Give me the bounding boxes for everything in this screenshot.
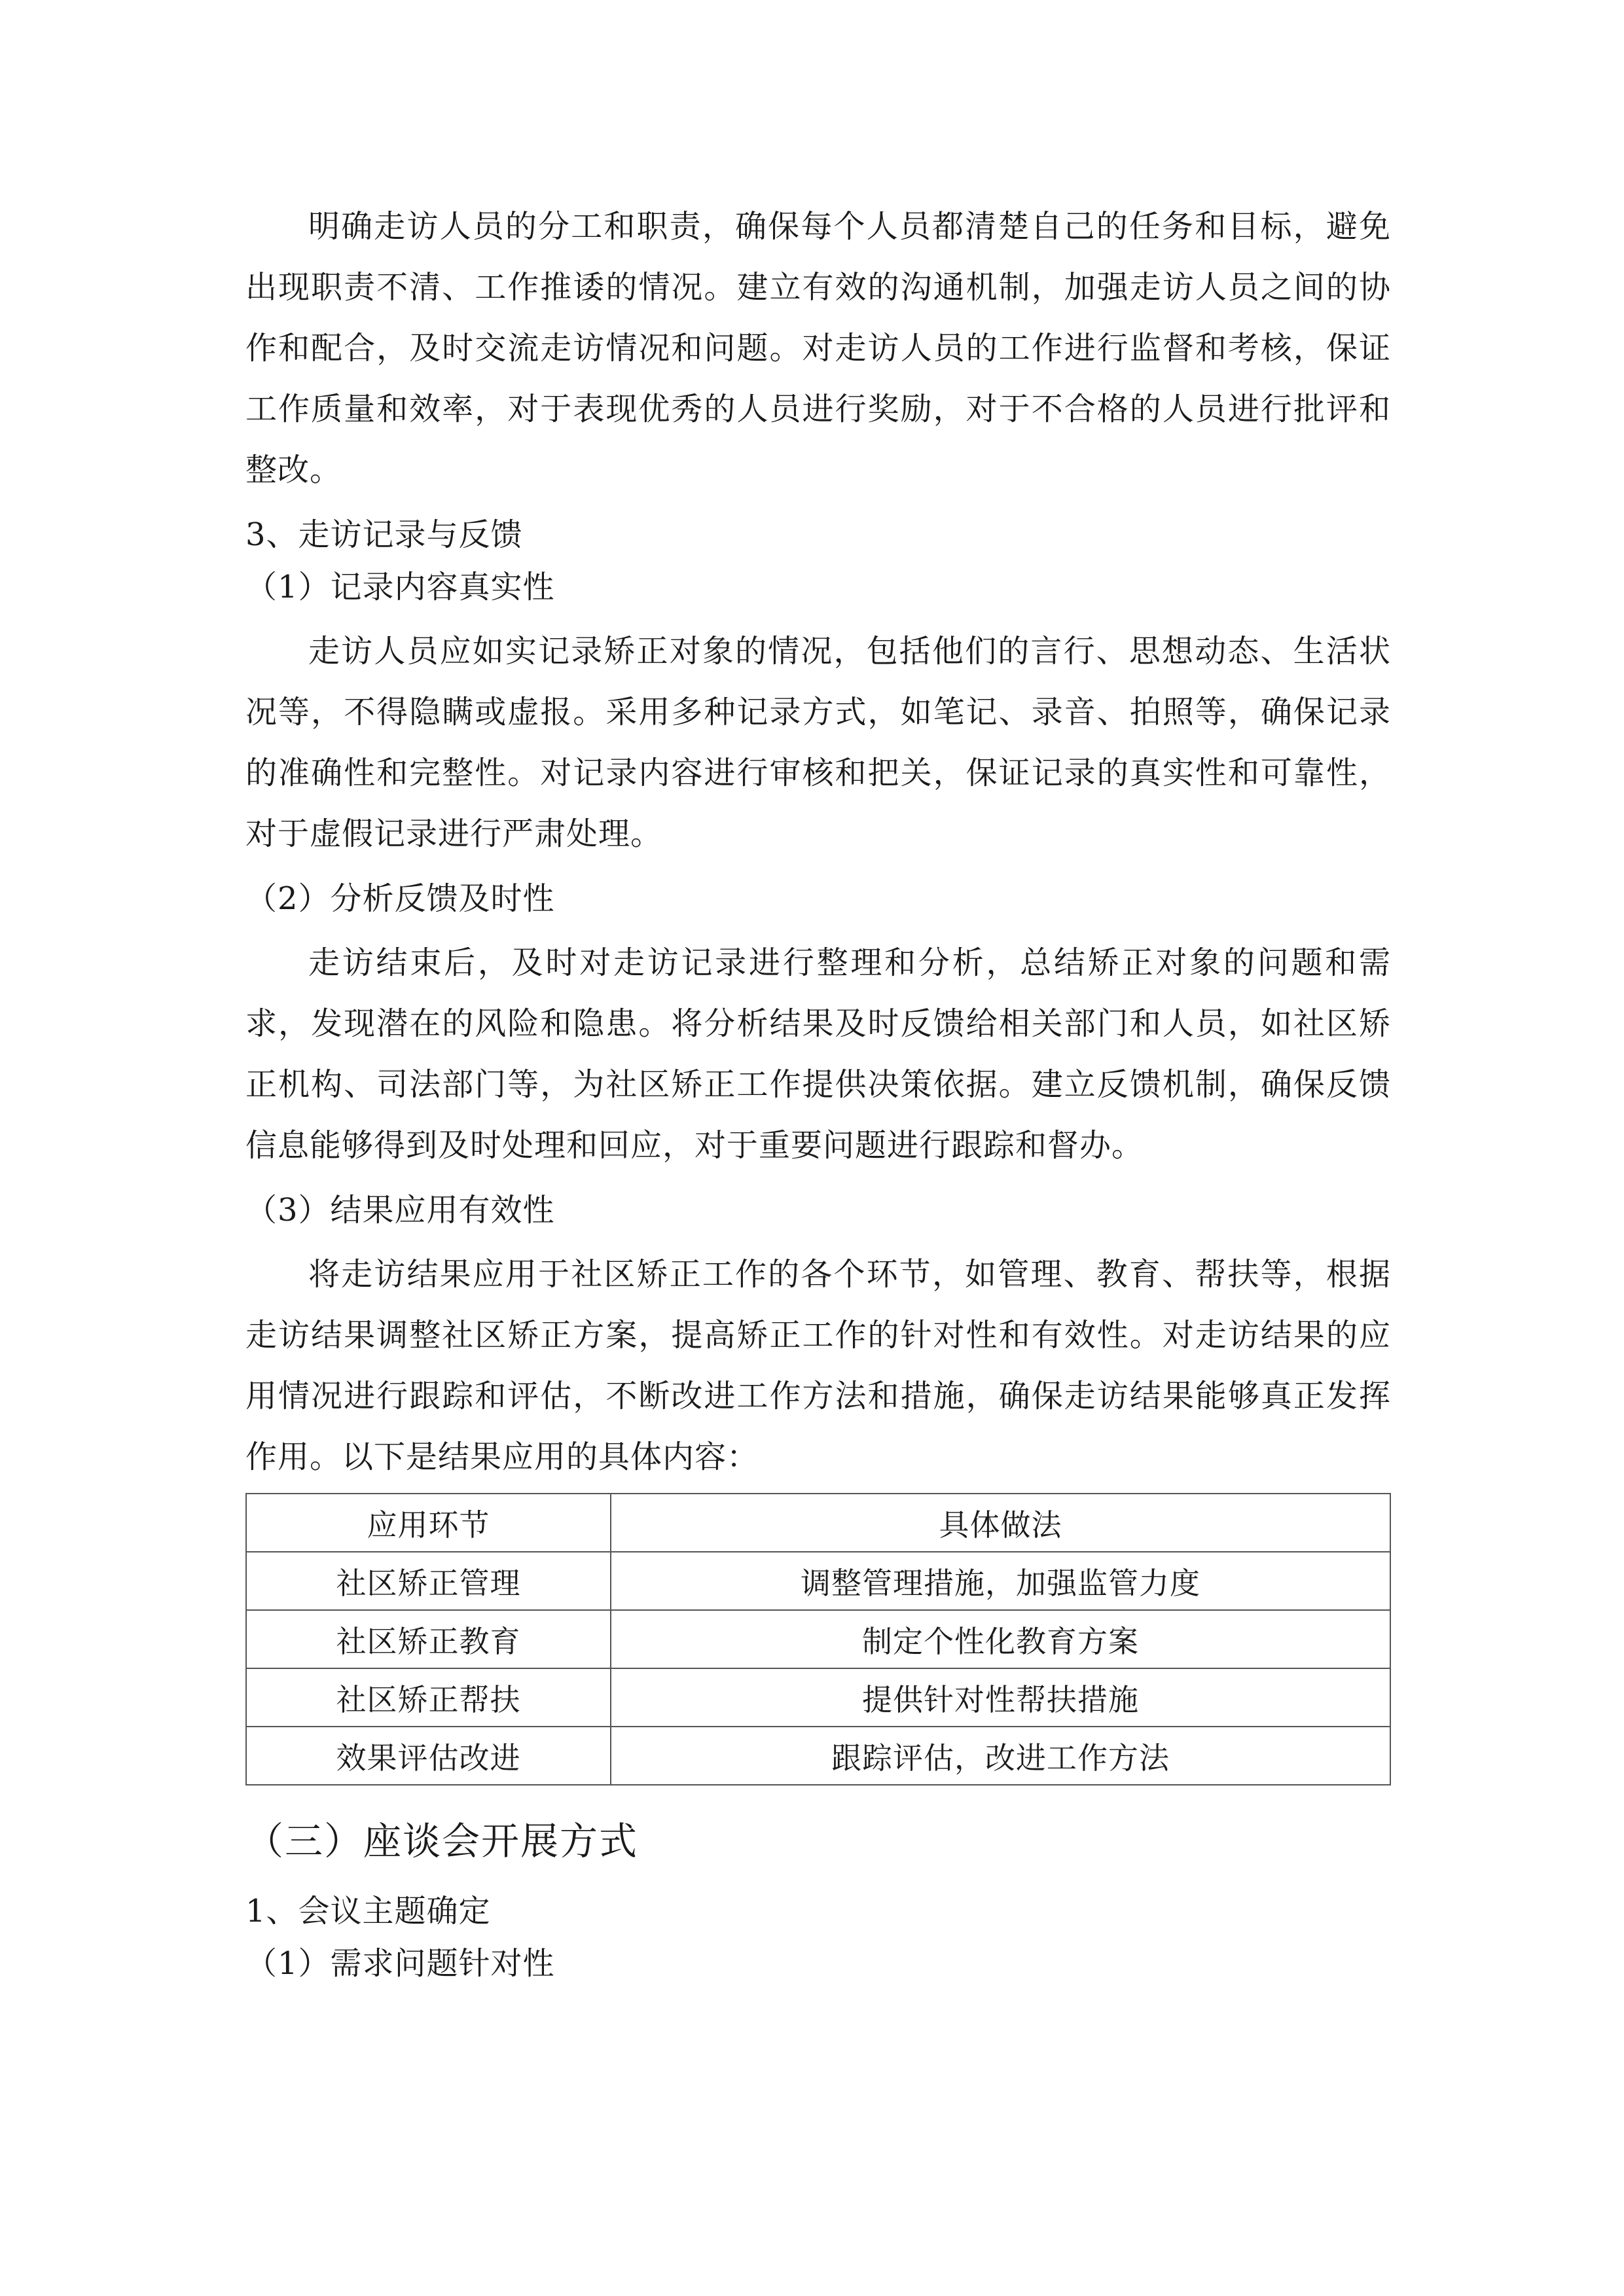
- table-row: [246, 1552, 1390, 1610]
- table-header-cell: 应用环节: [246, 1494, 611, 1552]
- subheading-demand-targeting: （1）需求问题针对性: [245, 1945, 555, 1982]
- table-row: [246, 1727, 1390, 1785]
- paragraph-feedback-timeliness: 走访结束后，及时对走访记录进行整理和分析，总结矫正对象的问题和需求，发现潜在的风险和隐患。将分析结果及时反馈给相关部门和人员，如社区矫正机构、司法部门等，为社区矫正工作提供决策依据。建立反馈机制，确保反馈信息能够得到及时处理和回应，对于重要问题进行跟踪和督办。: [245, 944, 1391, 1164]
- heading-visit-record-feedback: 3、走访记录与反馈: [245, 516, 523, 553]
- table-row: [246, 1668, 1390, 1727]
- table-cell: 提供针对性帮扶措施: [611, 1668, 1390, 1727]
- paragraph-staff-responsibilities: 明确走访人员的分工和职责，确保每个人员都清楚自己的任务和目标，避免出现职责不清、工作推诿的情况。建立有效的沟通机制，加强走访人员之间的协作和配合，及时交流走访情况和问题。对走访人员的工作进行监督和考核，保证工作质量和效率，对于表现优秀的人员进行奖励，对于不合格的人员进行批评和整改。: [245, 208, 1391, 488]
- table-header-cell: 具体做法: [611, 1494, 1390, 1552]
- table-cell: 社区矫正管理: [246, 1552, 611, 1610]
- subheading-result-effectiveness: （3）结果应用有效性: [245, 1192, 555, 1229]
- subheading-feedback-timeliness: （2）分析反馈及时性: [245, 880, 555, 917]
- page-content: [245, 196, 1391, 1990]
- table-row: [246, 1610, 1390, 1668]
- table-cell: 社区矫正教育: [246, 1610, 611, 1668]
- result-application-table: [245, 1493, 1391, 1785]
- table-cell: 效果评估改进: [246, 1727, 611, 1785]
- table-cell: 跟踪评估，改进工作方法: [611, 1727, 1390, 1785]
- table-header-row: [246, 1494, 1390, 1552]
- table-cell: 制定个性化教育方案: [611, 1610, 1390, 1668]
- table-cell: 调整管理措施，加强监管力度: [611, 1552, 1390, 1610]
- heading-meeting-theme: 1、会议主题确定: [245, 1893, 491, 1929]
- paragraph-result-effectiveness: 将走访结果应用于社区矫正工作的各个环节，如管理、教育、帮扶等，根据走访结果调整社区矫正方案，提高矫正工作的针对性和有效性。对走访结果的应用情况进行跟踪和评估，不断改进工作方法和措施，确保走访结果能够真正发挥作用。以下是结果应用的具体内容：: [245, 1256, 1391, 1475]
- subheading-record-authenticity: （1）记录内容真实性: [245, 569, 555, 605]
- section-heading-symposium: （三）座谈会开展方式: [245, 1819, 639, 1863]
- table-cell: 社区矫正帮扶: [246, 1668, 611, 1727]
- paragraph-record-authenticity: 走访人员应如实记录矫正对象的情况，包括他们的言行、思想动态、生活状况等，不得隐瞒或虚报。采用多种记录方式，如笔记、录音、拍照等，确保记录的准确性和完整性。对记录内容进行审核和把关，保证记录的真实性和可靠性，对于虚假记录进行严肃处理。: [245, 633, 1391, 852]
